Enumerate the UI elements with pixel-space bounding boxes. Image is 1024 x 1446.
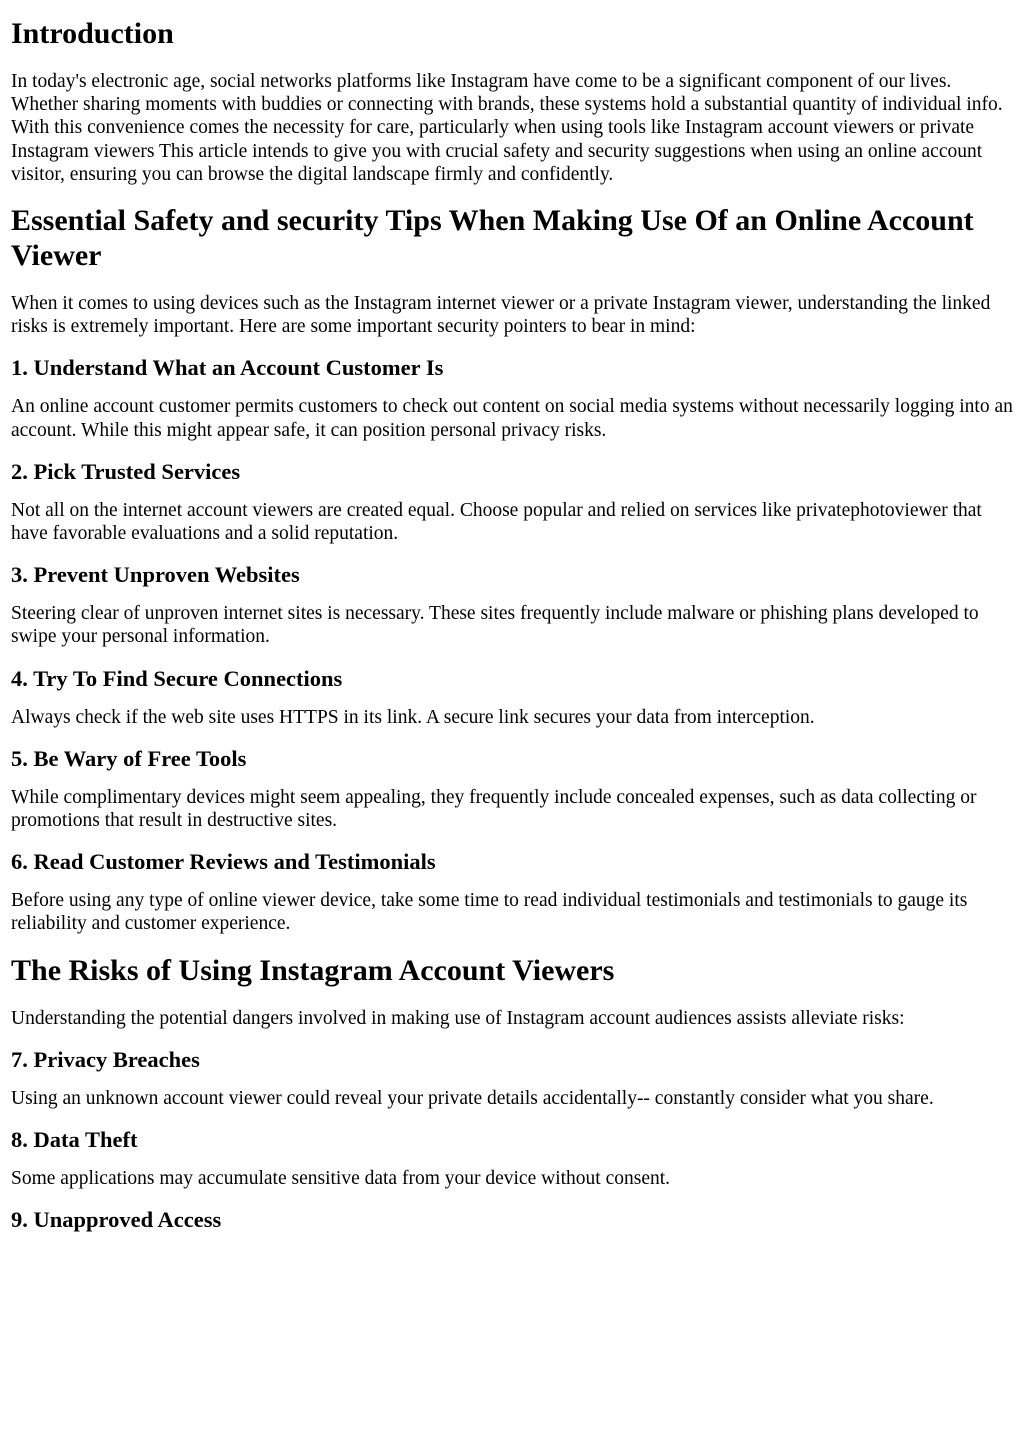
risk-text-7: Using an unknown account viewer could reveal your private details accidentally-- constantly consider what you share. <box>11 1087 934 1109</box>
tip-heading-4: 4. Try To Find Secure Connections <box>11 665 343 691</box>
tip-heading-2: 2. Pick Trusted Services <box>11 458 241 484</box>
tip-heading-1: 1. Understand What an Account Customer Is <box>11 355 444 381</box>
tip-text-6: Before using any type of online viewer device, take some time to read individual testimonials and testimonials to gauge its reliability and customer experience. <box>11 890 968 935</box>
tip-text-2: Not all on the internet account viewers are created equal. Choose popular and relied on services like privatephotoviewer that have favorable evaluations and a solid reputation. <box>11 499 982 545</box>
tip-heading-6: 6. Read Customer Reviews and Testimonials <box>11 849 436 875</box>
risk-heading-8: 8. Data Theft <box>11 1127 138 1153</box>
tip-text-3: Steering clear of unproven internet sites is necessary. These sites frequently include malware or phishing plans developed to swipe your personal information. <box>11 603 979 648</box>
risks-section-paragraph: Understanding the potential dangers involved in making use of Instagram account audiences assists alleviate risks: <box>11 1007 905 1029</box>
risk-text-8: Some applications may accumulate sensitive data from your device without consent. <box>11 1168 671 1190</box>
risks-section-heading: The Risks of Using Instagram Account Viewers <box>11 953 615 987</box>
tip-text-1: An online account customer permits customers to check out content on social media systems without necessarily logging into an account. While this might appear safe, it can position personal privacy risks. <box>11 396 1013 441</box>
risk-heading-9: 9. Unapproved Access <box>11 1207 222 1233</box>
intro-paragraph: In today's electronic age, social networks platforms like Instagram have come to be a significant component of our lives. Whether sharing moments with buddies or connecting with brands, these systems hold a substantial quantity of individual info. With this convenience comes the necessity for care, particularly when using tools like Instagram account viewers or private Instagram viewers This article intends to give you with crucial safety and security suggestions when using an online account visitor, ensuring you can browse the digital landscape firmly and confidently. <box>11 71 1003 185</box>
tip-heading-5: 5. Be Wary of Free Tools <box>11 745 247 771</box>
tips-section-heading: Essential Safety and security Tips When Making Use Of an Online Account Viewer <box>11 204 974 273</box>
tip-text-5: While complimentary devices might seem appealing, they frequently include concealed expenses, such as data collecting or promotions that result in destructive sites. <box>11 786 977 832</box>
intro-heading: Introduction <box>11 17 174 50</box>
tip-text-4: Always check if the web site uses HTTPS in its link. A secure link secures your data from interception. <box>11 706 815 728</box>
risk-heading-7: 7. Privacy Breaches <box>11 1046 200 1072</box>
tips-section-paragraph: When it comes to using devices such as the Instagram internet viewer or a private Instagram viewer, understanding the linked risks is extremely important. Here are some important security pointers to bear in mind: <box>11 293 991 338</box>
tip-heading-3: 3. Prevent Unproven Websites <box>11 562 300 588</box>
